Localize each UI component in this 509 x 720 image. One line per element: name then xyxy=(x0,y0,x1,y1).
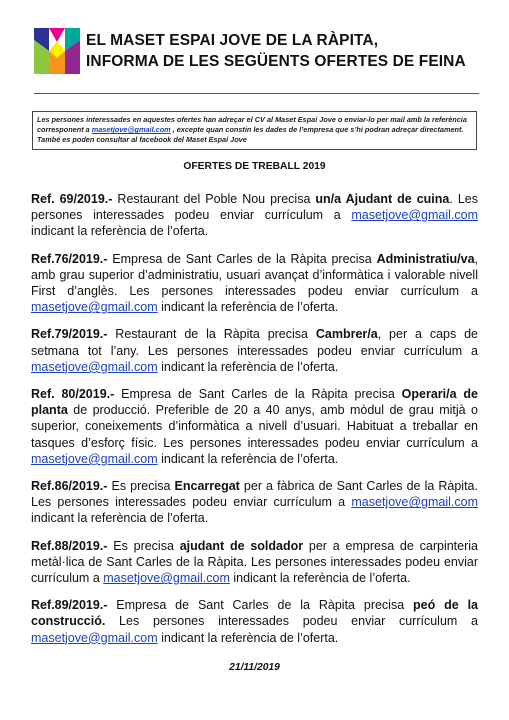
offer-email-link[interactable]: masetjove@gmail.com xyxy=(351,208,478,223)
offer-ref: Ref.89/2019.- xyxy=(31,598,108,613)
offer-job: Administratiu/va xyxy=(376,251,475,266)
offer-ref: Ref. 69/2019.- xyxy=(31,192,113,206)
offer-ref: Ref.88/2019.- xyxy=(31,538,108,553)
offer-text: indicant la referència de l’oferta. xyxy=(229,571,411,586)
offer-text: Empresa de Sant Carles de la Ràpita precisa xyxy=(107,598,414,613)
offer-email-link[interactable]: masetjove@gmail.com xyxy=(103,571,230,586)
section-title: OFERTES DE TREBALL 2019 xyxy=(183,161,326,172)
offer-job: ajudant de soldador xyxy=(179,538,304,553)
offers-list xyxy=(31,191,478,657)
offer-text: per a empresa de carpinteria metàl·lica de Sant Carles de la Ràpita. Les persones interessades podeu enviar currículum a xyxy=(31,538,478,586)
notice-text-2: , excepte quan constin les dades de l’empresa que s’hi podran adreçar directament. També es poden consultar al facebook del Maset Espai Jove xyxy=(37,125,464,145)
offer-text: indicant la referència de l’oferta. xyxy=(31,511,209,526)
offer-email-link[interactable]: masetjove@gmail.com xyxy=(31,359,158,374)
offer-email-link[interactable]: masetjove@gmail.com xyxy=(31,300,158,315)
offer-item xyxy=(31,478,478,527)
offer-item xyxy=(31,597,478,646)
offer-text: Les persones interessades podeu enviar currículum a xyxy=(105,614,478,629)
offer-text: de producció. Preferible de 20 a 40 anys, amb mòdul de grau mitjà o superior, coneixements d’informàtica a nivell d’usuari. Habituat a treballar en tasques d’esforç físic. Les persones interessades podeu enviar currículum a xyxy=(31,403,478,450)
offer-ref: Ref.86/2019.- xyxy=(31,479,108,494)
offer-ref: Ref. 80/2019.- xyxy=(31,387,115,402)
document-date: 21/11/2019 xyxy=(229,662,280,673)
offer-text: Es precisa xyxy=(107,479,175,494)
header-title xyxy=(86,30,466,72)
offer-item xyxy=(31,191,478,240)
offer-item xyxy=(31,326,478,375)
notice-box xyxy=(32,111,477,150)
offer-text: , amb grau superior d’administratiu, usuari avançat d’informàtica i valorable nivell First d’anglès. Les persones interessades podeu enviar currículum a xyxy=(31,251,478,299)
offer-job: peó de la construcció. xyxy=(31,598,478,629)
maset-logo xyxy=(34,28,80,74)
offer-text: Restaurant del Poble Nou precisa xyxy=(112,192,316,206)
offer-item xyxy=(31,386,478,467)
offer-item xyxy=(31,251,478,316)
offer-text: indicant la referència de l’oferta. xyxy=(31,224,209,239)
offer-text: Restaurant de la Ràpita precisa xyxy=(107,327,316,342)
offer-text: indicant la referència de l’oferta. xyxy=(157,630,339,645)
offer-job: Operari/a de planta xyxy=(31,387,478,418)
offer-text: indicant la referència de l’oferta. xyxy=(157,300,339,315)
offer-text: , per a caps de setmana tot l’any. Les persones interessades podeu enviar currículum a xyxy=(31,327,478,358)
offer-text: Empresa de Sant Carles de la Ràpita precisa xyxy=(114,387,402,402)
notice-email-link[interactable]: masetjove@gmail.com xyxy=(91,125,171,135)
offer-email-link[interactable]: masetjove@gmail.com xyxy=(351,495,478,510)
offer-email-link[interactable]: masetjove@gmail.com xyxy=(31,630,158,645)
offer-text: indicant la referència de l’oferta. xyxy=(157,359,339,374)
offer-text: . Les persones interessades podeu enviar currículum a xyxy=(31,192,478,223)
offer-ref: Ref.76/2019.- xyxy=(31,251,108,266)
offer-text: Empresa de Sant Carles de la Ràpita precisa xyxy=(107,251,377,266)
offer-job: Encarregat xyxy=(174,479,240,494)
header-title-line-1: EL MASET ESPAI JOVE DE LA RÀPITA, xyxy=(86,32,379,49)
offer-item xyxy=(31,538,478,587)
header-title-line-2: INFORMA DE LES SEGÜENTS OFERTES DE FEINA xyxy=(86,53,466,70)
notice-text-1: Les persones interessades en aquestes ofertes han adreçar el CV al Maset Espai Jove o enviar-lo per mail amb la referència corresponent a xyxy=(37,115,467,135)
header-divider xyxy=(34,93,479,94)
offer-job: Cambrer/a xyxy=(315,327,378,342)
offer-ref: Ref.79/2019.- xyxy=(31,327,108,342)
offer-text: per a fàbrica de Sant Carles de la Ràpita. Les persones interessades podeu enviar currículum a xyxy=(31,479,478,510)
offer-job: un/a Ajudant de cuina xyxy=(315,192,450,206)
offer-email-link[interactable]: masetjove@gmail.com xyxy=(31,451,158,466)
offer-text: Es precisa xyxy=(107,538,180,553)
offer-text: indicant la referència de l’oferta. xyxy=(157,451,339,466)
